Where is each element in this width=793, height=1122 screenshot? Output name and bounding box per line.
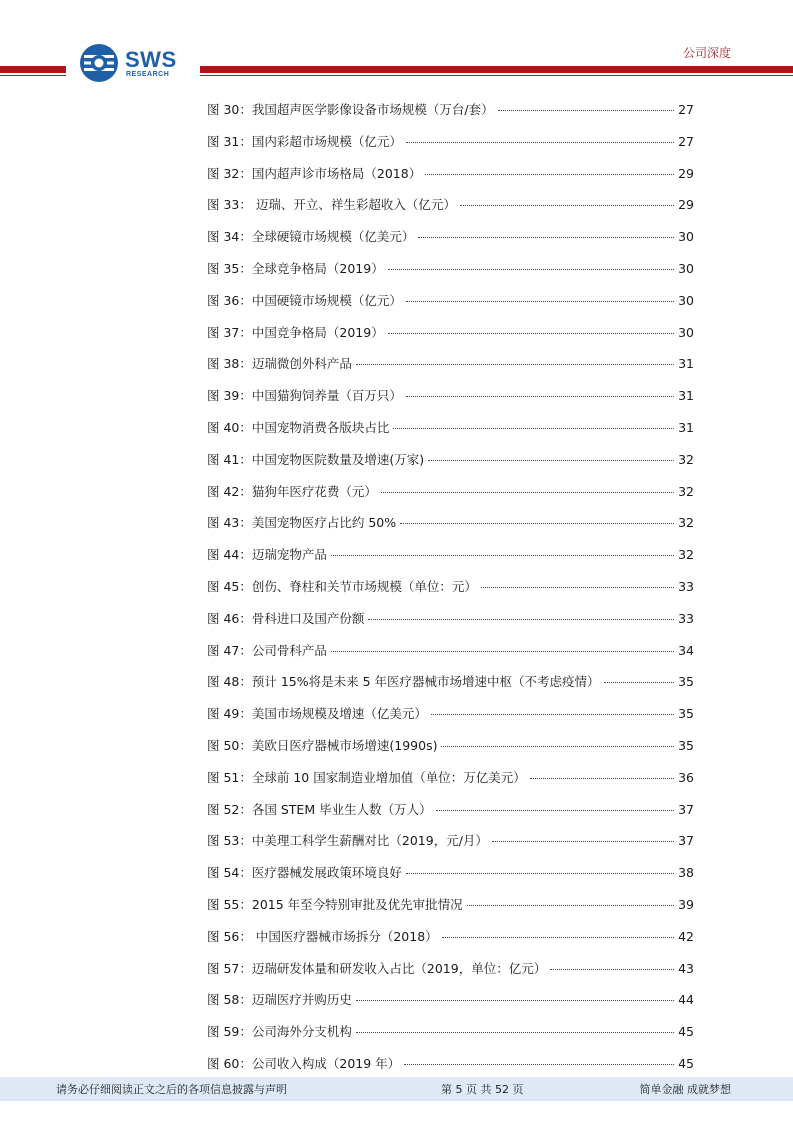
toc-entry-page: 38 [678,865,694,881]
toc-entry-label: 图 35：全球竞争格局（2019） [207,260,384,276]
toc-leader-dots [498,110,675,111]
toc-leader-dots [481,587,674,588]
header-rule-left [0,66,66,73]
toc-entry-page: 32 [678,483,694,499]
toc-entry-label: 图 31：国内彩超市场规模（亿元） [207,133,402,149]
toc-entry-page: 31 [678,356,694,372]
toc-leader-dots [460,205,674,206]
toc-entry-label: 图 30：我国超声医学影像设备市场规模（万台/套） [207,102,494,117]
toc-entry[interactable] [207,293,694,325]
toc-entry[interactable] [207,992,694,1024]
toc-entry-page: 43 [678,960,694,976]
toc-leader-dots [467,905,674,906]
toc-entry-label: 图 57：迈瑞研发体量和研发收入占比（2019，单位：亿元） [207,960,547,976]
toc-entry[interactable] [207,261,694,293]
toc-entry-page: 44 [678,992,694,1008]
toc-entry[interactable] [207,547,694,579]
toc-leader-dots [604,682,675,683]
toc-entry[interactable] [207,738,694,770]
toc-entry-label: 图 42：猫狗年医疗花费（元） [207,483,377,499]
toc-leader-dots [530,778,674,779]
toc-entry-label: 图 36：中国硬镜市场规模（亿元） [207,292,402,308]
toc-leader-dots [393,428,674,429]
toc-leader-dots [356,364,674,365]
toc-entry[interactable] [207,897,694,929]
toc-leader-dots [418,237,674,238]
figure-index-list [207,102,694,1088]
toc-entry[interactable] [207,388,694,420]
toc-entry-label: 图 54：医疗器械发展政策环境良好 [207,865,402,881]
toc-entry-page: 33 [678,610,694,626]
toc-entry[interactable] [207,929,694,961]
toc-leader-dots [428,460,674,461]
toc-entry[interactable] [207,674,694,706]
sws-logo [79,43,189,83]
toc-entry[interactable] [207,579,694,611]
toc-entry-label: 图 33： 迈瑞、开立、祥生彩超收入（亿元） [207,197,456,213]
toc-leader-dots [425,174,674,175]
toc-entry[interactable] [207,166,694,198]
logo-subtext: RESEARCH [126,71,170,78]
toc-leader-dots [400,523,674,524]
header-rule-right [200,66,793,73]
toc-leader-dots [492,841,674,842]
toc-entry-page: 35 [678,737,694,753]
toc-leader-dots [368,619,674,620]
toc-entry-label: 图 59：公司海外分支机构 [207,1024,352,1040]
toc-entry[interactable] [207,134,694,166]
toc-entry-page: 31 [678,419,694,435]
toc-entry[interactable] [207,515,694,547]
toc-entry-page: 32 [678,515,694,531]
toc-entry[interactable] [207,356,694,388]
toc-entry-page: 32 [678,547,694,563]
toc-entry-label: 图 53：中美理工科学生薪酬对比（2019，元/月） [207,833,488,849]
toc-leader-dots [442,937,674,938]
toc-entry-label: 图 55：2015 年至今特别审批及优先审批情况 [207,896,463,912]
toc-leader-dots [550,969,674,970]
header-rule-left-thin [0,75,66,76]
toc-entry-page: 27 [678,133,694,149]
toc-entry-label: 图 39：中国猫狗饲养量（百万只） [207,388,402,404]
toc-entry[interactable] [207,961,694,993]
toc-entry[interactable] [207,197,694,229]
report-type-label: 公司深度 [682,46,731,60]
toc-entry-label: 图 51：全球前 10 国家制造业增加值（单位：万亿美元） [207,769,526,785]
toc-entry-label: 图 56： 中国医疗器械市场拆分（2018） [207,928,438,944]
toc-leader-dots [431,714,674,715]
toc-entry-label: 图 46：骨科进口及国产份额 [207,610,365,626]
toc-entry[interactable] [207,770,694,802]
logo-text: SWS [125,47,177,72]
toc-entry-page: 30 [678,292,694,308]
toc-entry-page: 45 [678,1024,694,1040]
toc-entry-page: 32 [678,451,694,467]
toc-entry-page: 27 [678,102,694,117]
toc-entry[interactable] [207,102,694,134]
toc-entry-label: 图 50：美欧日医疗器械市场增速(1990s) [207,737,438,753]
toc-entry[interactable] [207,643,694,675]
toc-leader-dots [436,810,675,811]
toc-entry-label: 图 34：全球硬镜市场规模（亿美元） [207,229,415,245]
sws-logo-icon [79,43,119,83]
toc-entry-label: 图 40：中国宠物消费各版块占比 [207,419,390,435]
toc-entry-page: 39 [678,896,694,912]
toc-entry-label: 图 41：中国宠物医院数量及增速(万家) [207,451,425,467]
toc-leader-dots [404,1064,674,1065]
toc-leader-dots [406,301,674,302]
toc-entry-label: 图 52：各国 STEM 毕业生人数（万人） [207,801,432,817]
toc-entry-page: 35 [678,706,694,722]
toc-entry[interactable] [207,865,694,897]
page-footer [0,1077,793,1101]
footer-slogan: 简单金融 成就梦想 [639,1083,731,1096]
toc-entry-page: 29 [678,197,694,213]
toc-entry-label: 图 45：创伤、脊柱和关节市场规模（单位：元） [207,578,477,594]
footer-disclaimer: 请务必仔细阅读正文之后的各项信息披露与声明 [56,1083,287,1096]
toc-entry-page: 33 [678,578,694,594]
toc-entry-page: 30 [678,260,694,276]
toc-entry[interactable] [207,229,694,261]
toc-entry[interactable] [207,802,694,834]
toc-entry-label: 图 49：美国市场规模及增速（亿美元） [207,706,427,722]
toc-entry-page: 31 [678,388,694,404]
toc-entry-page: 30 [678,229,694,245]
toc-entry[interactable] [207,1024,694,1056]
toc-leader-dots [441,746,674,747]
toc-entry-page: 42 [678,928,694,944]
toc-entry-label: 图 32：国内超声诊市场格局（2018） [207,165,422,181]
toc-leader-dots [406,142,674,143]
footer-page-info: 第 5 页 共 52 页 [441,1083,524,1096]
page-header [0,0,793,90]
toc-entry-label: 图 43：美国宠物医疗占比约 50% [207,515,397,531]
toc-leader-dots [356,1000,674,1001]
toc-entry[interactable] [207,833,694,865]
toc-entry[interactable] [207,611,694,643]
toc-entry-page: 34 [678,642,694,658]
toc-entry-page: 45 [678,1055,694,1071]
toc-entry-label: 图 60：公司收入构成（2019 年） [207,1055,401,1071]
toc-entry[interactable] [207,706,694,738]
toc-entry-page: 37 [678,801,694,817]
toc-leader-dots [381,492,674,493]
toc-entry-page: 29 [678,165,694,181]
header-rule-right-thin [200,75,793,76]
toc-leader-dots [331,651,674,652]
toc-leader-dots [331,555,674,556]
toc-entry[interactable] [207,325,694,357]
toc-entry[interactable] [207,452,694,484]
toc-leader-dots [406,396,674,397]
toc-entry-label: 图 37：中国竞争格局（2019） [207,324,384,340]
toc-entry-page: 36 [678,769,694,785]
toc-entry[interactable] [207,484,694,516]
toc-entry-label: 图 38：迈瑞微创外科产品 [207,356,352,372]
toc-entry-label: 图 58：迈瑞医疗并购历史 [207,992,352,1008]
toc-entry-page: 35 [678,674,694,690]
toc-entry-page: 37 [678,833,694,849]
toc-entry-page: 30 [678,324,694,340]
toc-entry-label: 图 48：预计 15%将是未来 5 年医疗器械市场增速中枢（不考虑疫情） [207,674,600,690]
toc-leader-dots [388,333,674,334]
toc-entry-label: 图 47：公司骨科产品 [207,642,327,658]
toc-leader-dots [406,873,674,874]
toc-entry-label: 图 44：迈瑞宠物产品 [207,547,327,563]
toc-leader-dots [388,269,674,270]
toc-entry[interactable] [207,420,694,452]
toc-leader-dots [356,1032,674,1033]
